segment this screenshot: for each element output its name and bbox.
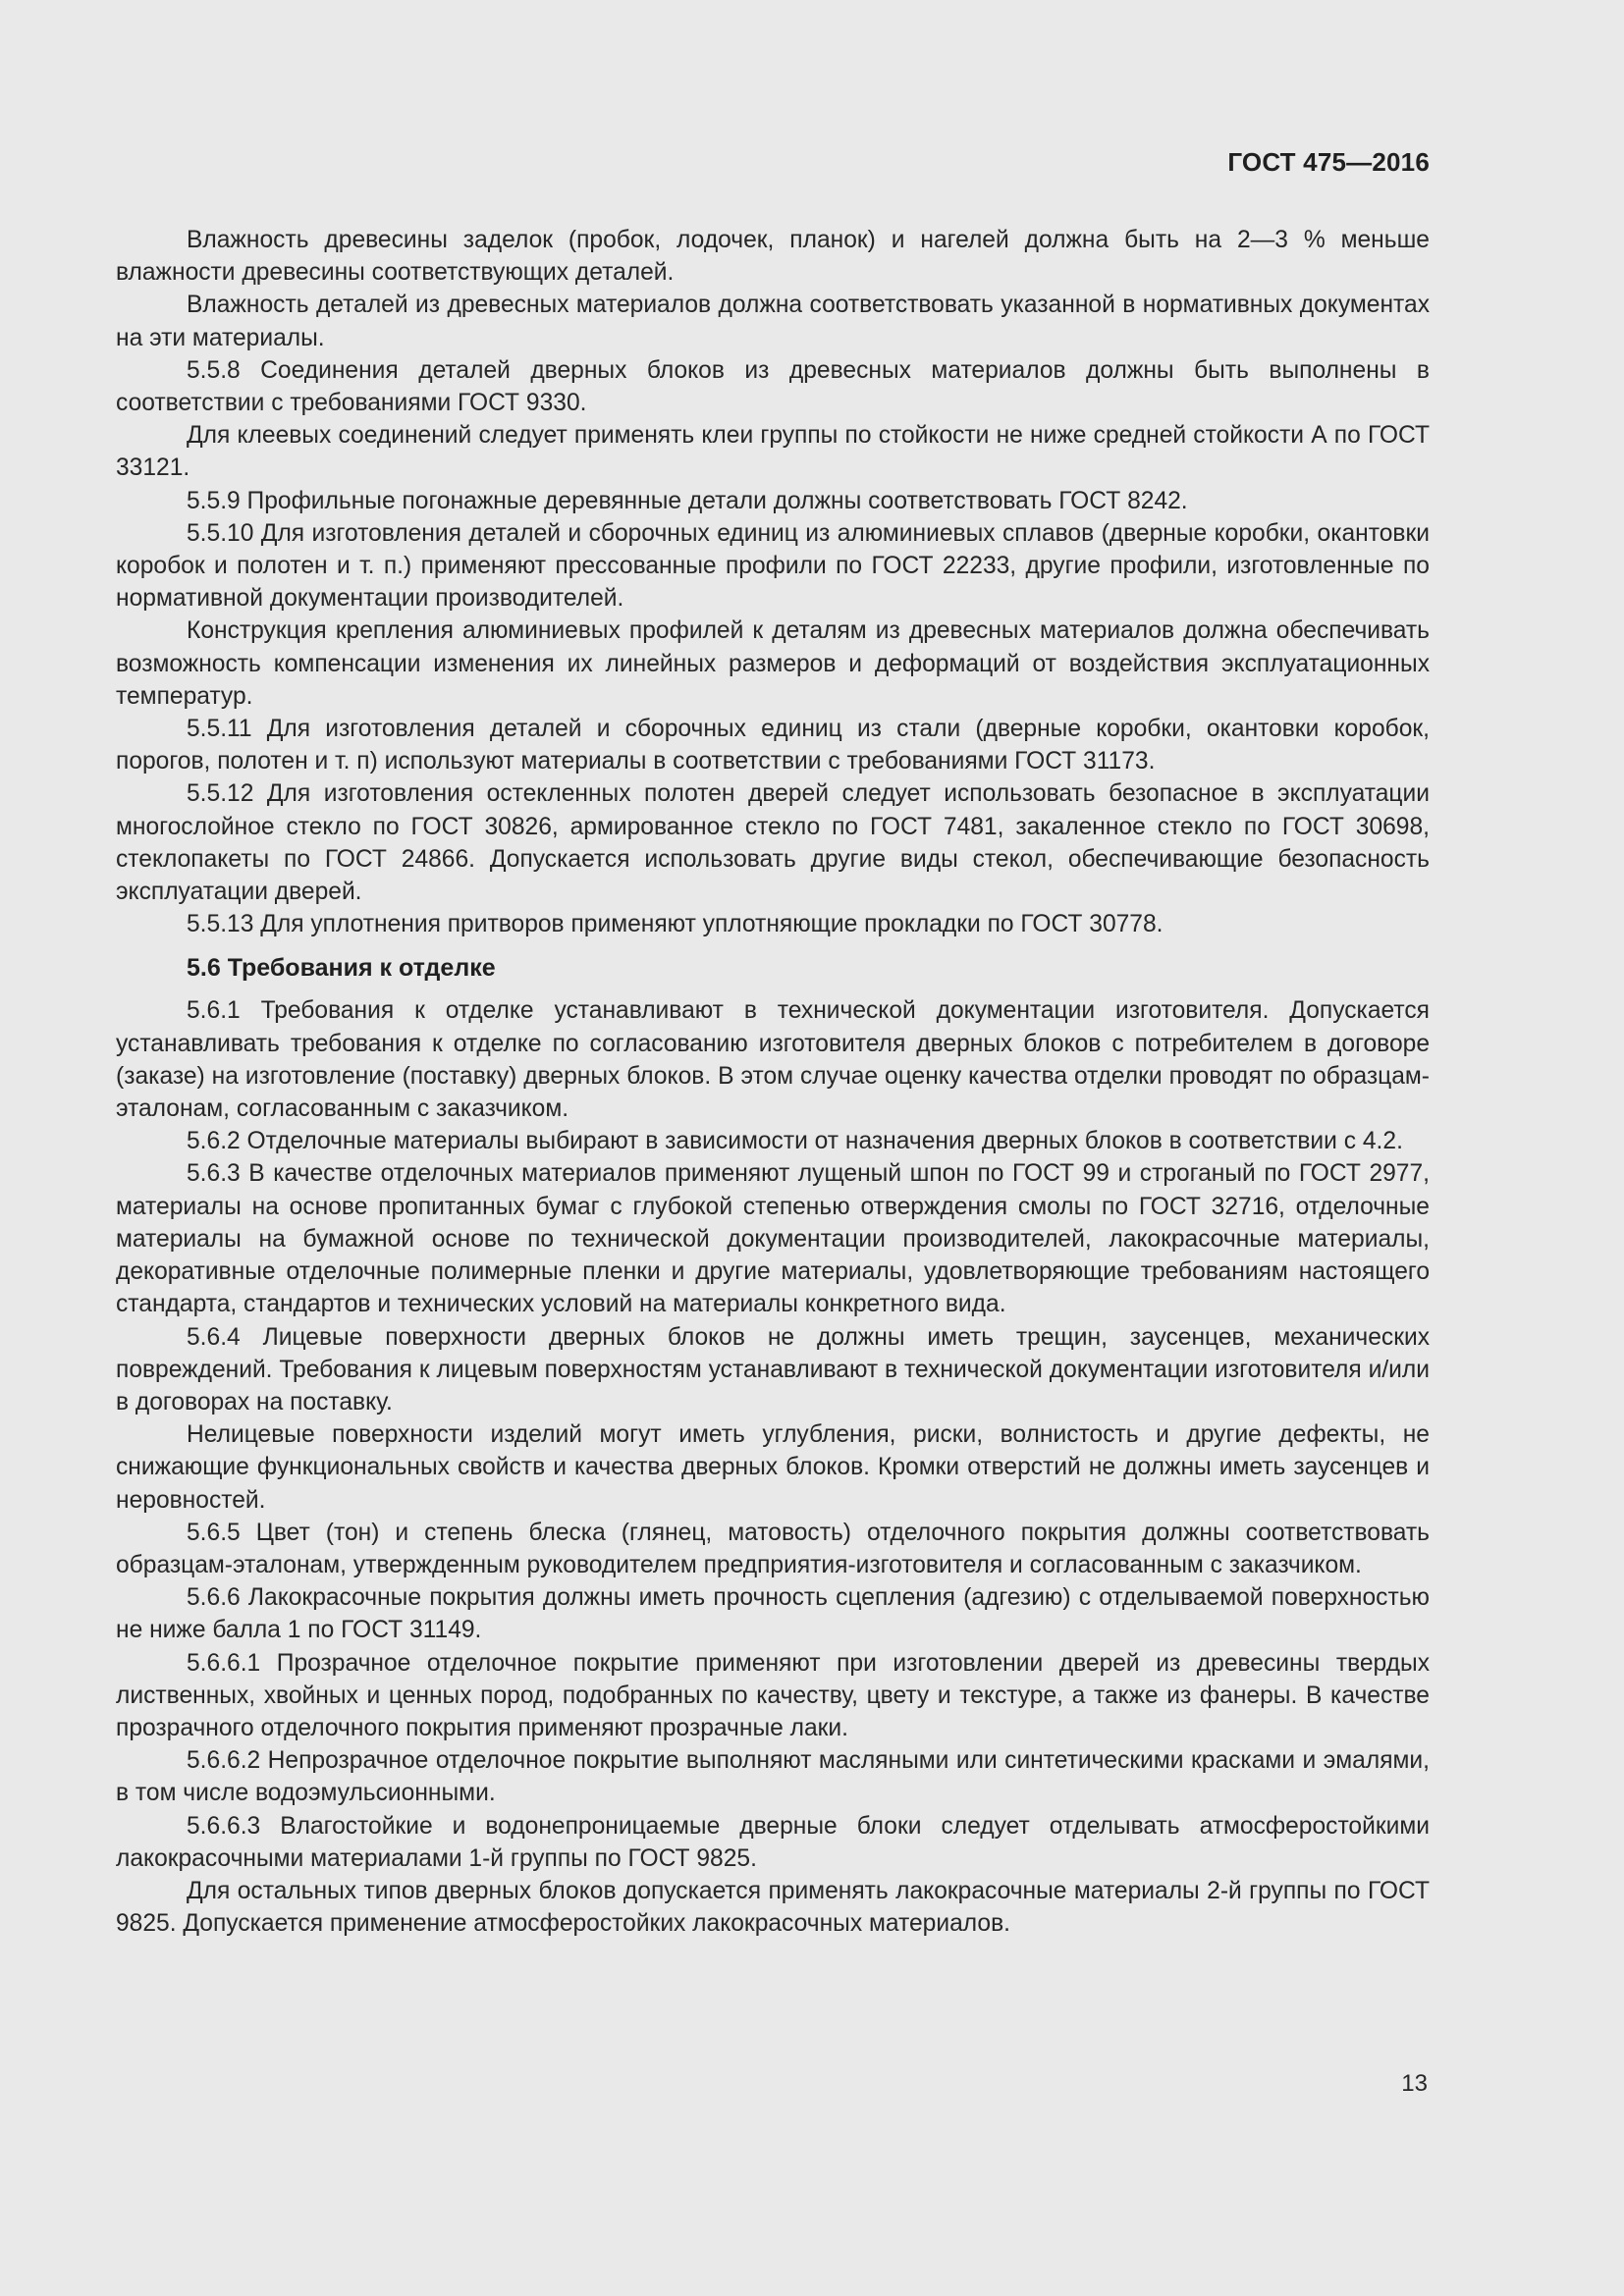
paragraph: 5.5.12 Для изготовления остекленных полотен дверей следует использовать безопасное в эксплуатации многослойное стекло по ГОСТ 30826, армированное стекло по ГОСТ 7481, закаленное стекло по ГОСТ 30698, стеклопакеты по ГОСТ 24866. Допускается использовать другие виды стекол, обеспечивающие безопасность эксплуатации дверей. xyxy=(116,780,1430,906)
paragraph: 5.6.5 Цвет (тон) и степень блеска (глянец, матовость) отделочного покрытия должны соответствовать образцам-эталонам, утвержденным руководителем предприятия-изготовителя и согласованным с заказчиком. xyxy=(116,1519,1430,1578)
paragraph: Нелицевые поверхности изделий могут иметь углубления, риски, волнистость и другие дефекты, не снижающие функциональных свойств и качества дверных блоков. Кромки отверстий не должны иметь заусенцев и неровностей. xyxy=(116,1421,1430,1514)
paragraph: 5.6.6.1 Прозрачное отделочное покрытие применяют при изготовлении дверей из древесины твердых лиственных, хвойных и ценных пород, подобранных по качеству, цвету и текстуре, а также из фанеры. В качестве прозрачного отделочного покрытия применяют прозрачные лаки. xyxy=(116,1649,1430,1741)
paragraph: Влажность деталей из древесных материалов должна соответствовать указанной в нормативных документах на эти материалы. xyxy=(116,292,1430,351)
paragraph: 5.6.6 Лакокрасочные покрытия должны иметь прочность сцепления (адгезию) с отделываемой поверхностью не ниже балла 1 по ГОСТ 31149. xyxy=(116,1584,1430,1644)
paragraph: 5.5.10 Для изготовления деталей и сборочных единиц из алюминиевых сплавов (дверные коробки, окантовки коробок и полотен и т. п.) применяют прессованные профили по ГОСТ 22233, другие профили, изготовленные по нормативной документации производителей. xyxy=(116,519,1430,613)
paragraph: 5.6.6.2 Непрозрачное отделочное покрытие выполняют масляными или синтетическими красками и эмалями, в том числе водоэмульсионными. xyxy=(116,1747,1430,1807)
section-heading: 5.6 Требования к отделке xyxy=(187,954,496,983)
document-header: ГОСТ 475—2016 xyxy=(1227,147,1430,177)
paragraph: 5.5.8 Соединения деталей дверных блоков из древесных материалов должны быть выполнены в соответствии с требованиями ГОСТ 9330. xyxy=(116,356,1430,417)
document-body xyxy=(116,224,1430,1940)
paragraph: 5.6.3 В качестве отделочных материалов применяют лущеный шпон по ГОСТ 99 и строганый по ГОСТ 2977, материалы на основе пропитанных бумаг с глубокой степенью отверждения смолы по ГОСТ 32716, отделочные материалы на бумажной основе по технической документации производителей, лакокрасочные материалы, декоративные отделочные полимерные пленки и другие материалы, удовлетворяющие требованиям настоящего стандарта, стандартов и технических условий на материалы конкретного вида. xyxy=(116,1160,1430,1318)
paragraph: Для клеевых соединений следует применять клеи группы по стойкости не ниже средней стойкости А по ГОСТ 33121. xyxy=(116,422,1430,482)
paragraph: Конструкция крепления алюминиевых профилей к деталям из древесных материалов должна обеспечивать возможность компенсации изменения их линейных размеров и деформаций от воздействия эксплуатационных температур. xyxy=(116,617,1430,710)
paragraph: 5.6.1 Требования к отделке устанавливают в технической документации изготовителя. Допускается устанавливать требования к отделке по согласованию изготовителя дверных блоков с потребителем в договоре (заказе) на изготовление (поставку) дверных блоков. В этом случае оценку качества отделки проводят по образцам-эталонам, согласованным с заказчиком. xyxy=(116,997,1430,1123)
paragraph: 5.5.11 Для изготовления деталей и сборочных единиц из стали (дверные коробки, окантовки коробок, порогов, полотен и т. п) используют материалы в соответствии с требованиями ГОСТ 31173. xyxy=(116,716,1430,775)
paragraph: 5.6.4 Лицевые поверхности дверных блоков не должны иметь трещин, заусенцев, механических повреждений. Требования к лицевым поверхностям устанавливают в технической документации изготовителя и/или в договорах на поставку. xyxy=(116,1323,1430,1415)
paragraph: 5.6.6.3 Влагостойкие и водонепроницаемые дверные блоки следует отделывать атмосферостойкими лакокрасочными материалами 1-й группы по ГОСТ 9825. xyxy=(116,1812,1430,1872)
paragraph: 5.5.13 Для уплотнения притворов применяют уплотняющие прокладки по ГОСТ 30778. xyxy=(187,911,1164,938)
paragraph: 5.5.9 Профильные погонажные деревянные детали должны соответствовать ГОСТ 8242. xyxy=(187,487,1188,514)
page-number: 13 xyxy=(1401,2070,1428,2097)
paragraph: Для остальных типов дверных блоков допускается применять лакокрасочные материалы 2-й группы по ГОСТ 9825. Допускается применение атмосферостойких лакокрасочных материалов. xyxy=(116,1877,1430,1938)
paragraph: 5.6.2 Отделочные материалы выбирают в зависимости от назначения дверных блоков в соответствии с 4.2. xyxy=(187,1128,1403,1155)
paragraph: Влажность древесины заделок (пробок, лодочек, планок) и нагелей должна быть на 2—3 % меньше влажности древесины соответствующих деталей. xyxy=(116,227,1430,287)
